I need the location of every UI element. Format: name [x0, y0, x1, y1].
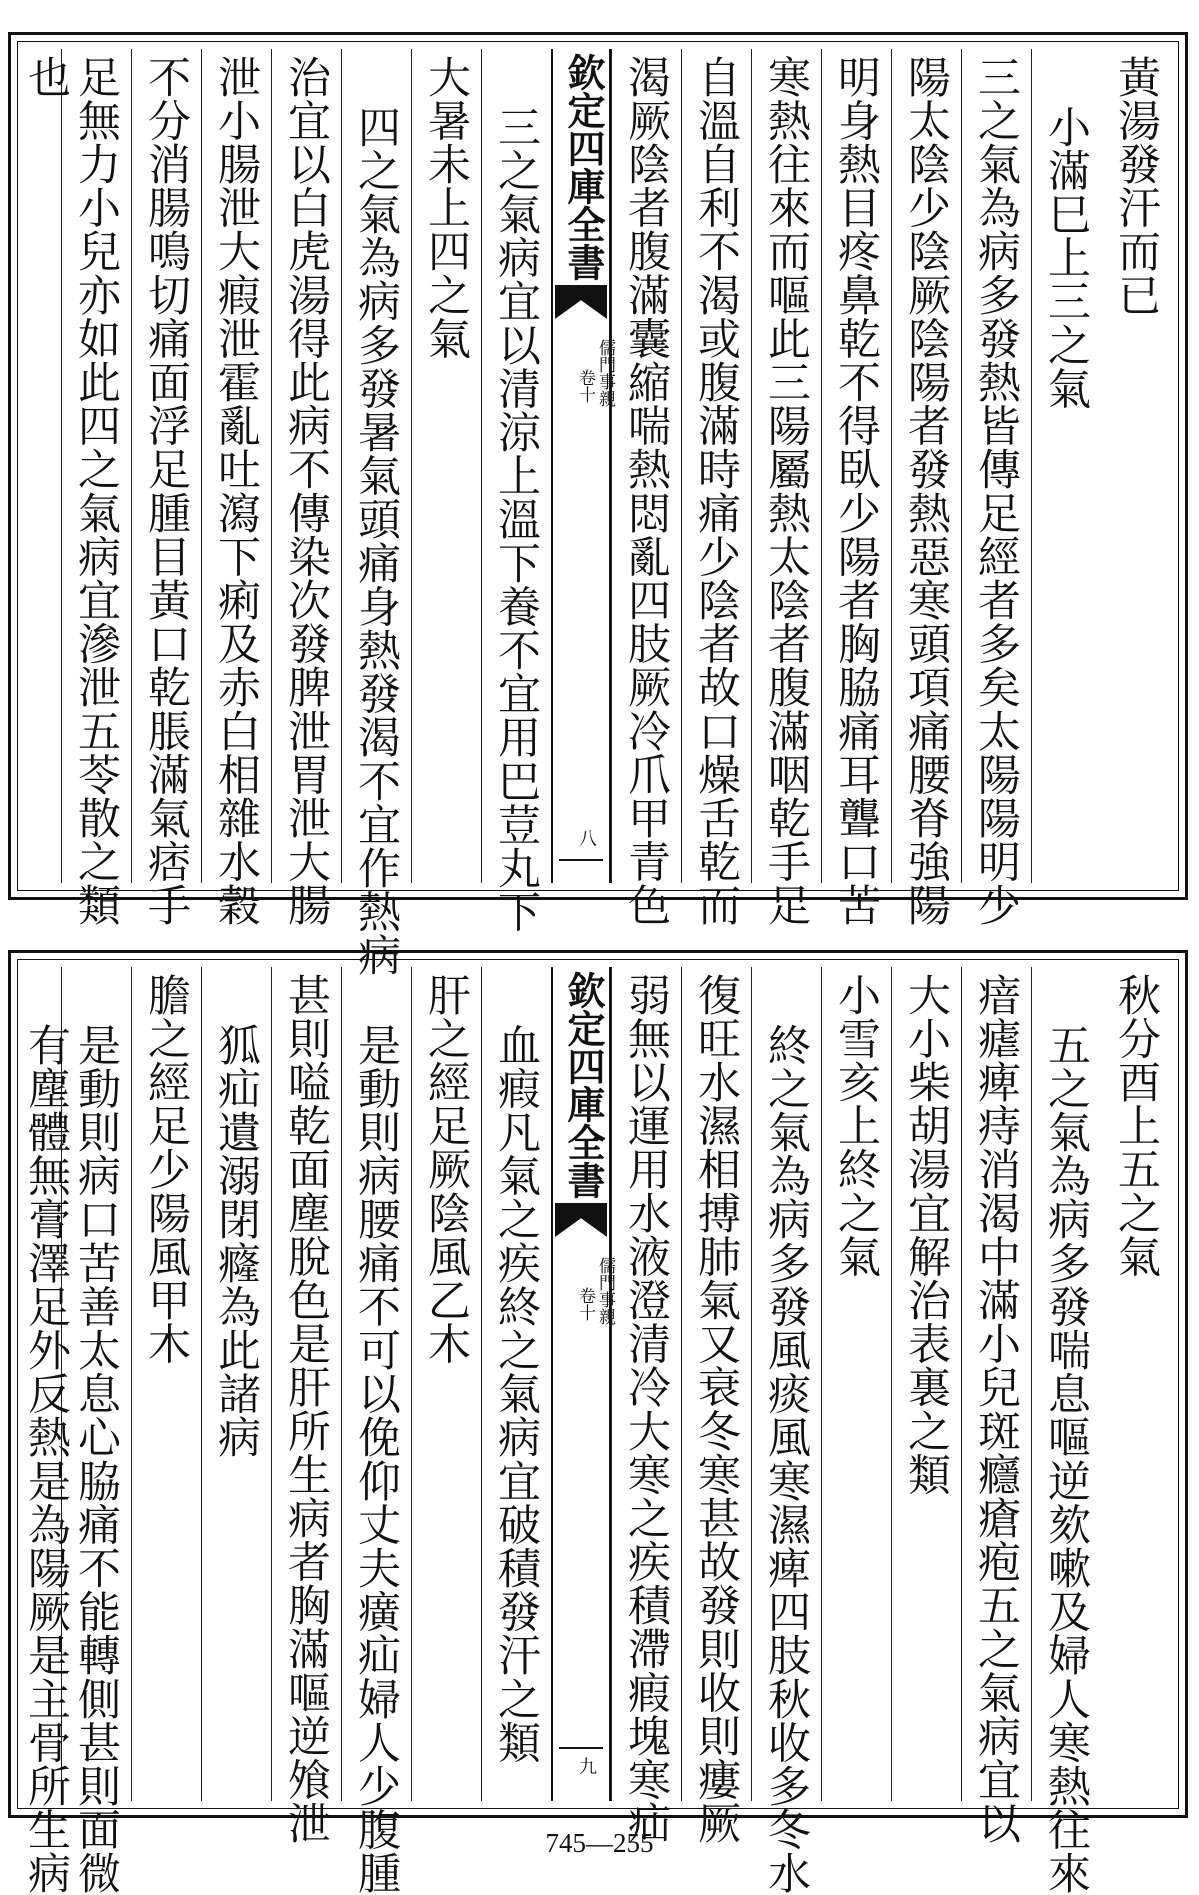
book-title: 儒門事親	[595, 339, 615, 407]
text-column: 也	[21, 55, 71, 99]
volume-label: 卷十	[575, 369, 595, 403]
fold-tick	[559, 1747, 603, 1749]
text-column: 不分消腸鳴切痛面浮足腫目黃口乾脹滿氣痞手	[131, 49, 201, 883]
text-column: 是動則病口苦善太息心脇痛不能轉側甚則面微	[61, 967, 131, 1801]
text-column: 寒熱往來而嘔此三陽屬熱太陰者腹滿咽乾手足	[751, 49, 821, 883]
text-column: 三之氣為病多發熱皆傳足經者多矣太陽陽明少	[961, 49, 1031, 883]
text-column: 泄小腸泄大瘕泄霍亂吐瀉下痢及赤白相雜水穀	[201, 49, 271, 883]
book-title: 儒門事親	[595, 1257, 615, 1325]
volume-label: 卷十	[575, 1287, 595, 1321]
text-column: 是動則病腰痛不可以俛仰丈夫癀疝婦人少腹腫	[341, 967, 411, 1801]
center-fold-column	[551, 967, 615, 1801]
text-column: 足無力小兒亦如此四之氣病宜滲泄五苓散之類	[61, 49, 131, 883]
text-column: 渴厥陰者腹滿囊縮喘熱悶亂四肢厥冷爪甲青色	[611, 49, 681, 883]
text-column: 有塵體無膏澤足外反熱是為陽厥是主骨所生病	[21, 1023, 71, 1895]
book-series-title: 欽定四庫全書	[561, 971, 606, 1199]
text-column: 復旺水濕相搏肺氣又衰冬寒甚故發則收則瘻厥	[681, 967, 751, 1801]
section-heading: 肝之經足厥陰風乙木	[411, 967, 481, 1801]
section-heading: 大暑未上四之氣	[411, 49, 481, 883]
text-column: 自溫自利不渴或腹滿時痛少陰者故口燥舌乾而	[681, 49, 751, 883]
section-heading: 膽之經足少陽風甲木	[131, 967, 201, 1801]
text-column: 大小柴胡湯宜解治表裏之類	[891, 967, 961, 1801]
section-heading: 小滿巳上三之氣	[1031, 49, 1101, 883]
page-number: 八	[576, 829, 597, 847]
book-series-title: 欽定四庫全書	[561, 53, 606, 281]
top-page	[8, 32, 1188, 977]
text-column: 黃湯發汗而已	[1111, 55, 1161, 317]
text-column: 狐疝遺溺閉癃為此諸病	[201, 967, 271, 1801]
section-heading: 小雪亥上終之氣	[821, 967, 891, 1801]
fishtail-mark-icon	[555, 285, 607, 319]
fishtail-mark-icon	[555, 1203, 607, 1237]
text-column: 弱無以運用水液澄清冷大寒之疾積滯瘕塊寒疝	[611, 967, 681, 1801]
text-column: 五之氣為病多發喘息嘔逆欬嗽及婦人寒熱往來	[1031, 967, 1101, 1801]
text-column: 終之氣為病多發風痰風寒濕痺四肢秋收多冬水	[751, 967, 821, 1801]
section-heading: 秋分酉上五之氣	[1111, 973, 1161, 1279]
text-column: 三之氣病宜以清涼上溫下養不宜用巴荳丸下	[481, 49, 551, 883]
text-column: 血瘕凡氣之疾終之氣病宜破積發汗之類	[481, 967, 551, 1801]
text-column: 明身熱目疼鼻乾不得臥少陽者胸脇痛耳聾口苦	[821, 49, 891, 883]
text-column: 陽太陰少陰厥陰陽者發熱惡寒頭項痛腰脊強陽	[891, 49, 961, 883]
center-fold-column	[551, 49, 615, 883]
footer-page-code: 745—255	[545, 1828, 654, 1858]
fold-tick	[559, 859, 603, 861]
text-column: 瘖瘧痺痔消渴中滿小兒斑癮瘡疱五之氣病宜以	[961, 967, 1031, 1801]
text-column: 甚則嗌乾面塵脫色是肝所生病者胸滿嘔逆飧泄	[271, 967, 341, 1801]
text-column: 治宜以白虎湯得此病不傳染次發脾泄胃泄大腸	[271, 49, 341, 883]
text-column: 四之氣為病多發暑氣頭痛身熱發渴不宜作熱病	[341, 49, 411, 883]
page-number: 九	[576, 1757, 597, 1775]
